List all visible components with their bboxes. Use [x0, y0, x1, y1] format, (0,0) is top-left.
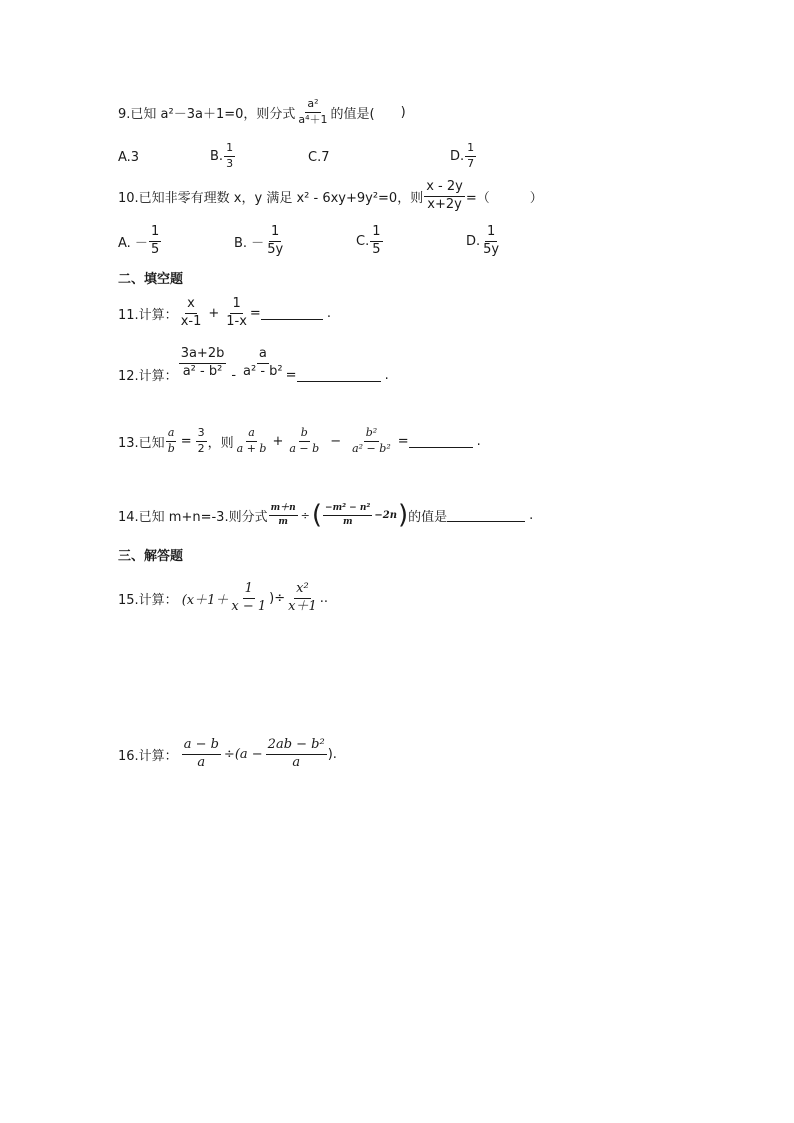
q15-open: (x＋1＋: [181, 592, 229, 608]
q9-option-d-num: 1: [465, 142, 476, 157]
q9-option-d-den: 7: [467, 156, 475, 170]
q10-option-d-num: 1: [485, 225, 497, 242]
q14-paren-close: ): [397, 500, 409, 530]
q12-frac-2: [241, 347, 285, 380]
q16-operator: ÷(a −: [223, 746, 263, 762]
q12-frac-1-num: 3a+2b: [179, 347, 227, 364]
q10-option-b: [234, 225, 286, 258]
q12-frac-1: [179, 347, 227, 380]
q12-equals: =: [285, 368, 297, 383]
question-9: [118, 98, 406, 126]
q14-end: .: [529, 507, 534, 523]
q11-frac-2: [224, 297, 249, 330]
q10-option-d-frac: [481, 225, 501, 258]
q9-option-b-frac: [224, 142, 235, 170]
q13-answer-blank[interactable]: [409, 435, 473, 448]
q10-option-b-label: B. －: [234, 235, 265, 251]
q14-frac-1-num: m＋n: [269, 503, 298, 515]
q10-option-a-frac: [149, 225, 161, 258]
q11-frac-1-num: x: [185, 297, 197, 314]
q14-paren-open: (: [311, 500, 323, 530]
q10-option-a-num: 1: [149, 225, 161, 242]
q14-answer-blank[interactable]: [447, 509, 525, 522]
q13-given-num: a: [166, 427, 177, 442]
q14-tail: 的值是: [408, 509, 448, 525]
q10-option-c-frac: [370, 225, 382, 258]
q14-frac-2-den: m: [342, 516, 353, 527]
q13-mid: ，则: [207, 435, 234, 451]
question-15: [118, 582, 328, 615]
q11-frac-1-den: x-1: [180, 313, 202, 329]
q14-frac-1: [269, 503, 298, 527]
q10-option-b-num: 1: [269, 225, 281, 242]
q13-frac-1: [235, 427, 269, 455]
q10-option-c-num: 1: [370, 225, 382, 242]
q9-option-b: [210, 142, 236, 170]
q12-frac-2-den: a² - b²: [243, 364, 283, 379]
q12-operator: -: [231, 368, 237, 383]
q15-frac-1: [229, 582, 268, 615]
q9-option-b-num: 1: [224, 142, 235, 157]
q9-frac-num: a²: [305, 98, 320, 113]
q11-end: .: [326, 305, 331, 321]
q10-option-a-label: A. －: [118, 235, 148, 251]
question-14: [118, 502, 533, 528]
q12-frac-2-num: a: [257, 347, 269, 364]
q10-option-b-frac: [265, 225, 285, 258]
q12-end: .: [384, 368, 389, 383]
q11-frac-1: [179, 297, 204, 330]
q16-frac-1-num: a − b: [182, 738, 221, 755]
q11-answer-blank[interactable]: [261, 307, 323, 320]
q13-value-frac: [196, 427, 207, 455]
q13-frac-2-den: a − b: [289, 441, 320, 455]
q10-stem: 10.已知非零有理数 x，y 满足 x² - 6xy+9y²=0，则: [118, 190, 424, 206]
q15-close: )÷: [269, 590, 286, 606]
q16-stem: 16.计算：: [118, 748, 178, 764]
question-10: [118, 180, 543, 213]
q13-frac-2-num: b: [299, 427, 310, 442]
q13-frac-3: [350, 427, 393, 455]
q13-given-eq: =: [180, 433, 192, 449]
q11-frac-2-den: 1-x: [226, 313, 247, 329]
question-13: [118, 427, 481, 455]
q11-frac-2-num: 1: [230, 297, 242, 314]
q13-op-1: +: [272, 433, 284, 449]
q10-option-a-den: 5: [150, 241, 160, 257]
q9-fraction: [296, 98, 329, 126]
q15-end: ..: [319, 590, 328, 606]
q12-frac-1-den: a² - b²: [182, 364, 223, 379]
q13-end: .: [476, 433, 481, 449]
q9-option-d-label: D.: [450, 148, 465, 164]
q15-frac-2-num: x²: [294, 582, 311, 599]
q16-frac-2-den: a: [292, 754, 301, 770]
q10-tail: =（: [465, 190, 490, 206]
q13-value-num: 3: [196, 427, 207, 442]
q14-operator: ÷: [300, 508, 310, 522]
q13-equals: =: [397, 433, 409, 449]
question-12: [118, 343, 389, 384]
q9-stem: 9.已知 a²－3a＋1=0，则分式: [118, 106, 296, 122]
q16-end: ).: [327, 746, 337, 762]
q10-option-d: [466, 225, 502, 258]
q16-frac-2: [266, 738, 327, 771]
q13-frac-1-den: a + b: [236, 441, 267, 455]
q13-stem: 13.已知: [118, 435, 165, 451]
q14-frac-1-den: m: [278, 516, 288, 527]
q16-frac-1: [182, 738, 221, 771]
q9-option-d: [450, 142, 477, 170]
q9-option-c: C.7: [308, 150, 330, 165]
question-16: [118, 738, 337, 771]
q13-op-2: −: [330, 433, 342, 449]
q16-frac-2-num: 2ab − b²: [266, 738, 327, 755]
q9-frac-den: a⁴＋1: [298, 112, 328, 126]
section-fill-blank-heading: 二、填空题: [118, 272, 184, 287]
q13-frac-1-num: a: [246, 427, 257, 442]
q13-frac-2: [287, 427, 321, 455]
q9-option-d-frac: [465, 142, 476, 170]
q10-frac-num: x - 2y: [424, 180, 465, 197]
q10-option-c: [356, 225, 384, 258]
q10-option-a: [118, 225, 162, 258]
q9-option-a: A.3: [118, 150, 140, 165]
q10-fraction: [424, 180, 465, 213]
q10-paren-close: ）: [529, 190, 543, 206]
q12-stem: 12.计算：: [118, 369, 178, 384]
q14-tail-term: −2n: [374, 509, 397, 521]
q10-frac-den: x+2y: [427, 196, 462, 212]
q14-frac-2: [323, 503, 372, 527]
q15-stem: 15.计算：: [118, 592, 178, 608]
q13-given-den: b: [167, 441, 175, 455]
q9-option-b-label: B.: [210, 148, 224, 164]
q15-frac-1-num: 1: [243, 582, 255, 599]
q16-frac-1-den: a: [197, 754, 206, 770]
q10-option-d-label: D.: [466, 233, 481, 249]
question-11: [118, 297, 331, 330]
q11-operator: +: [208, 305, 220, 321]
q14-frac-2-num: −m² − n²: [323, 503, 372, 515]
q10-option-c-label: C.: [356, 233, 370, 249]
q12-answer-blank[interactable]: [297, 369, 381, 382]
q11-stem: 11.计算：: [118, 307, 178, 323]
q14-stem: 14.已知 m+n=-3.则分式: [118, 509, 268, 525]
q13-value-den: 2: [197, 441, 205, 455]
q11-equals: =: [249, 305, 261, 321]
q15-frac-2: [286, 582, 319, 615]
section-solve-heading: 三、解答题: [118, 549, 184, 564]
q13-frac-3-den: a² − b²: [352, 441, 391, 455]
q10-option-d-den: 5y: [483, 241, 500, 257]
q13-frac-3-num: b²: [364, 427, 379, 442]
q10-option-b-den: 5y: [267, 241, 284, 257]
q9-tail: 的值是(: [330, 106, 375, 122]
q13-given-frac: [166, 427, 177, 455]
q9-paren-close: ): [400, 104, 406, 120]
q15-frac-2-den: x＋1: [288, 598, 317, 614]
q10-option-c-den: 5: [372, 241, 381, 257]
q15-frac-1-den: x − 1: [231, 598, 267, 614]
q9-option-b-den: 3: [226, 156, 234, 170]
